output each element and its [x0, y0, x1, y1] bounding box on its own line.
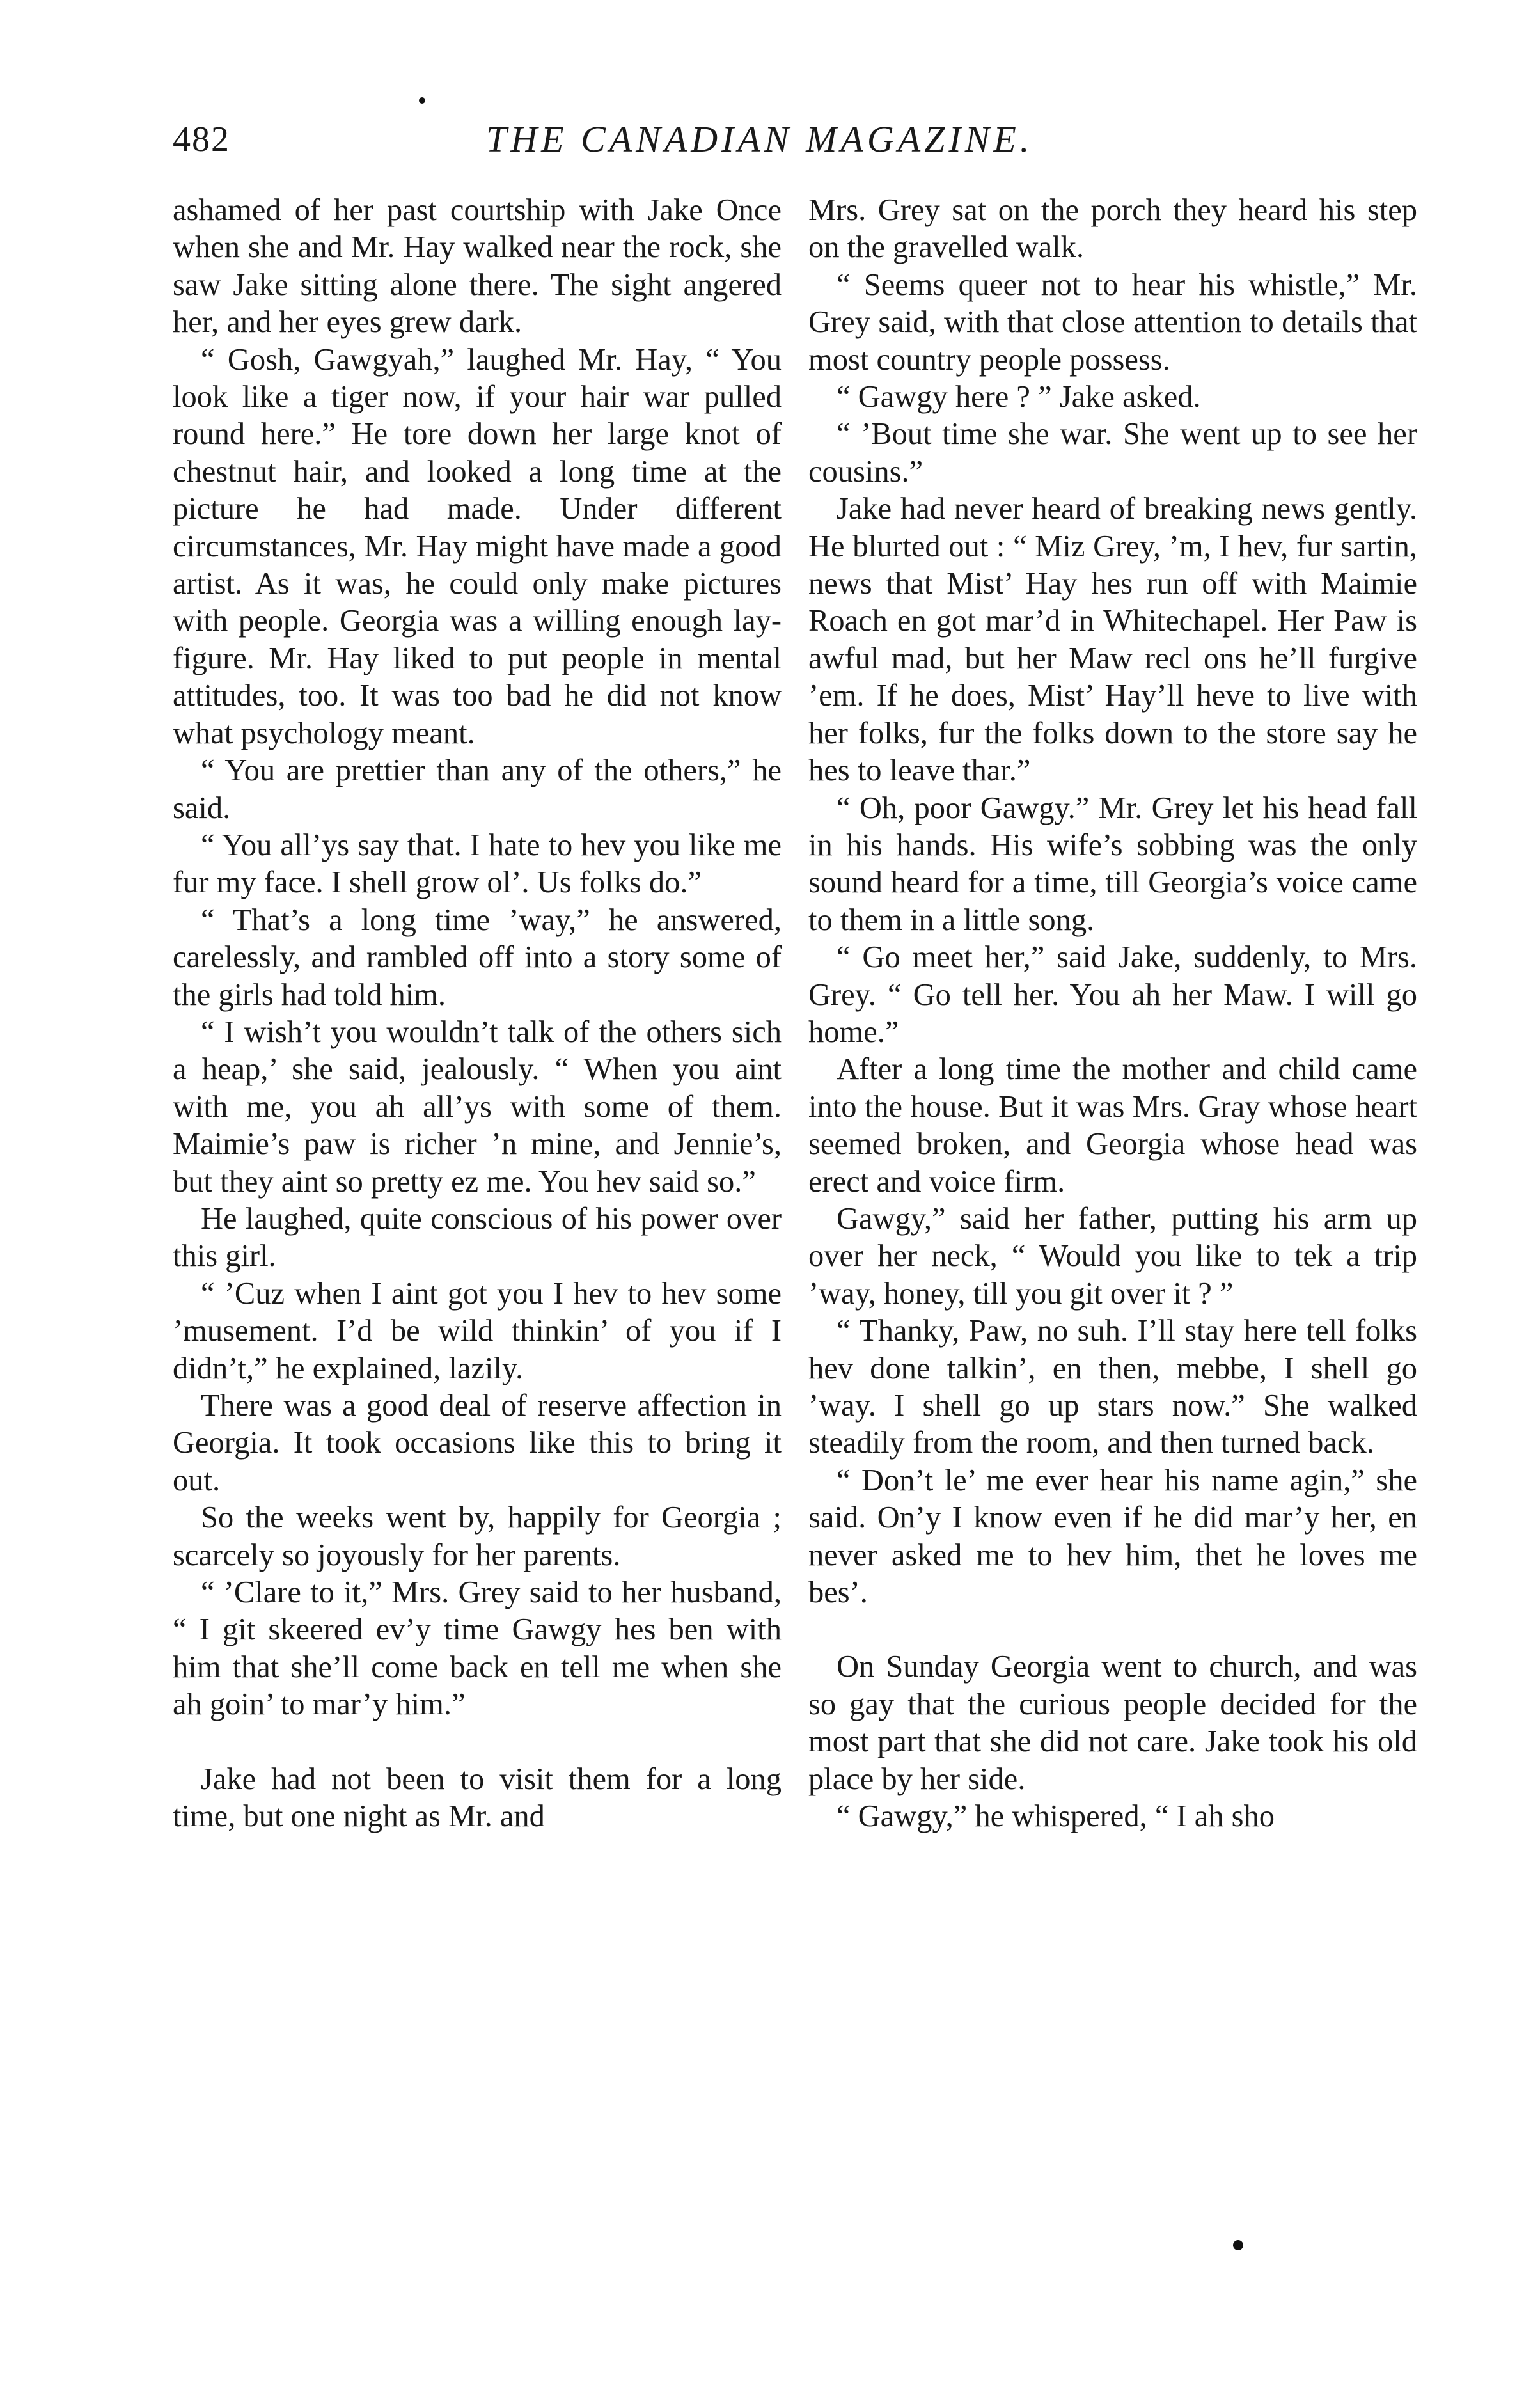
ink-dot-bottom: [1233, 2240, 1243, 2250]
page-header: [0, 114, 1540, 171]
paragraph: Mrs. Grey sat on the porch they heard his step on the gravelled walk.: [808, 193, 1417, 265]
paragraph: “ You all’ys say that. I hate to hev you like me fur my face. I shell grow ol’. Us folks do.”: [173, 828, 782, 900]
paragraph: After a long time the mother and child came into the house. But it was Mrs. Gray whose heart seemed broken, and Georgia whose head was erect and voice firm.: [808, 1052, 1417, 1199]
paragraph: “ Go meet her,” said Jake, suddenly, to Mrs. Grey. “ Go tell her. You ah her Maw. I will go home.”: [808, 940, 1417, 1049]
paragraph: “ That’s a long time ’way,” he answered, carelessly, and rambled off into a story some of the girls had told him.: [173, 903, 782, 1012]
ink-dot-top: [419, 97, 425, 104]
running-title: THE CANADIAN MAGAZINE.: [486, 118, 1033, 160]
paragraph: There was a good deal of reserve affection in Georgia. It took occasions like this to bring it out.: [173, 1389, 782, 1497]
paragraph: He laughed, quite conscious of his power over this girl.: [173, 1201, 782, 1274]
paragraph: “ Gawgy here ? ” Jake asked.: [837, 380, 1201, 414]
paragraph: “ ’Clare to it,” Mrs. Grey said to her husband, “ I git skeered ev’y time Gawgy hes ben with him that she’ll come back en tell me when she ah goin’ to mar’y him.”: [173, 1575, 782, 1722]
paragraph: “ Don’t le’ me ever hear his name agin,” she said. On’y I know even if he did mar’y her, en never asked me to hev him, thet he loves me bes’.: [808, 1463, 1417, 1610]
paragraph: “ Gosh, Gawgyah,” laughed Mr. Hay, “ You look like a tiger now, if your hair war pulled round here.” He tore down her large knot of chestnut hair, and looked a long time at the picture he had made. Under different circumstances, Mr. Hay might have made a good artist. As it was, he could only make pictures with people. Georgia was a willing enough lay-figure. Mr. Hay liked to put people in mental attitudes, too. It was too bad he did not know what psychology meant.: [173, 342, 782, 750]
paragraph: “ Oh, poor Gawgy.” Mr. Grey let his head fall in his hands. His wife’s sobbing was the only sound heard for a time, till Georgia’s voice came to them in a little song.: [808, 791, 1417, 937]
paragraph: Jake had not been to visit them for a long time, but one night as Mr. and: [173, 1762, 782, 1834]
paragraph: “ I wish’t you wouldn’t talk of the others sich a heap,’ she said, jealously. “ When you aint with me, you ah all’ys with some of them. Maimie’s paw is richer ’n mine, and Jennie’s, but they aint so pretty ez me. You hev said so.”: [173, 1014, 782, 1199]
paragraph: “ You are prettier than any of the others,” he said.: [173, 754, 782, 825]
paragraph: ashamed of her past courtship with Jake Once when she and Mr. Hay walked near the rock, she saw Jake sitting alone there. The sight angered her, and her eyes grew dark.: [173, 193, 782, 340]
paragraph: Jake had never heard of breaking news gently. He blurted out : “ Miz Grey, ’m, I hev, fur sartin, news that Mist’ Hay hes run off with Maimie Roach en got mar’d in Whitechapel. Her Paw is awful mad, but her Maw recl ons he’ll furgive ’em. If he does, Mist’ Hay’ll heve to live with her folks, fur the folks down to the store say he hes to leave thar.”: [808, 492, 1417, 788]
paragraph: “ ’Bout time she war. She went up to see her cousins.”: [808, 417, 1417, 489]
paragraph: “ Gawgy,” he whispered, “ I ah sho: [837, 1799, 1275, 1834]
paragraph: “ Seems queer not to hear his whistle,” Mr. Grey said, with that close attention to details that most country people possess.: [808, 267, 1417, 377]
paragraph: On Sunday Georgia went to church, and was so gay that the curious people decided for the most part that she did not care. Jake took his old place by her side.: [808, 1650, 1417, 1796]
paragraph: So the weeks went by, happily for Georgia ; scarcely so joyously for her parents.: [173, 1501, 782, 1572]
paragraph: Gawgy,” said her father, putting his arm up over her neck, “ Would you like to tek a trip ’way, honey, till you git over it ? ”: [808, 1201, 1417, 1311]
paragraph: “ Thanky, Paw, no suh. I’ll stay here tell folks hev done talkin’, en then, mebbe, I shell go ’way. I shell go up stars now.” She walked steadily from the room, and then turned back.: [808, 1314, 1417, 1460]
page-number: 482: [173, 120, 230, 159]
left-column: [173, 192, 782, 1835]
paragraph: “ ’Cuz when I aint got you I hev to hev some ’musement. I’d be wild thinkin’ of you if I didn’t,” he explained, lazily.: [173, 1276, 782, 1385]
right-column: [808, 192, 1417, 1835]
